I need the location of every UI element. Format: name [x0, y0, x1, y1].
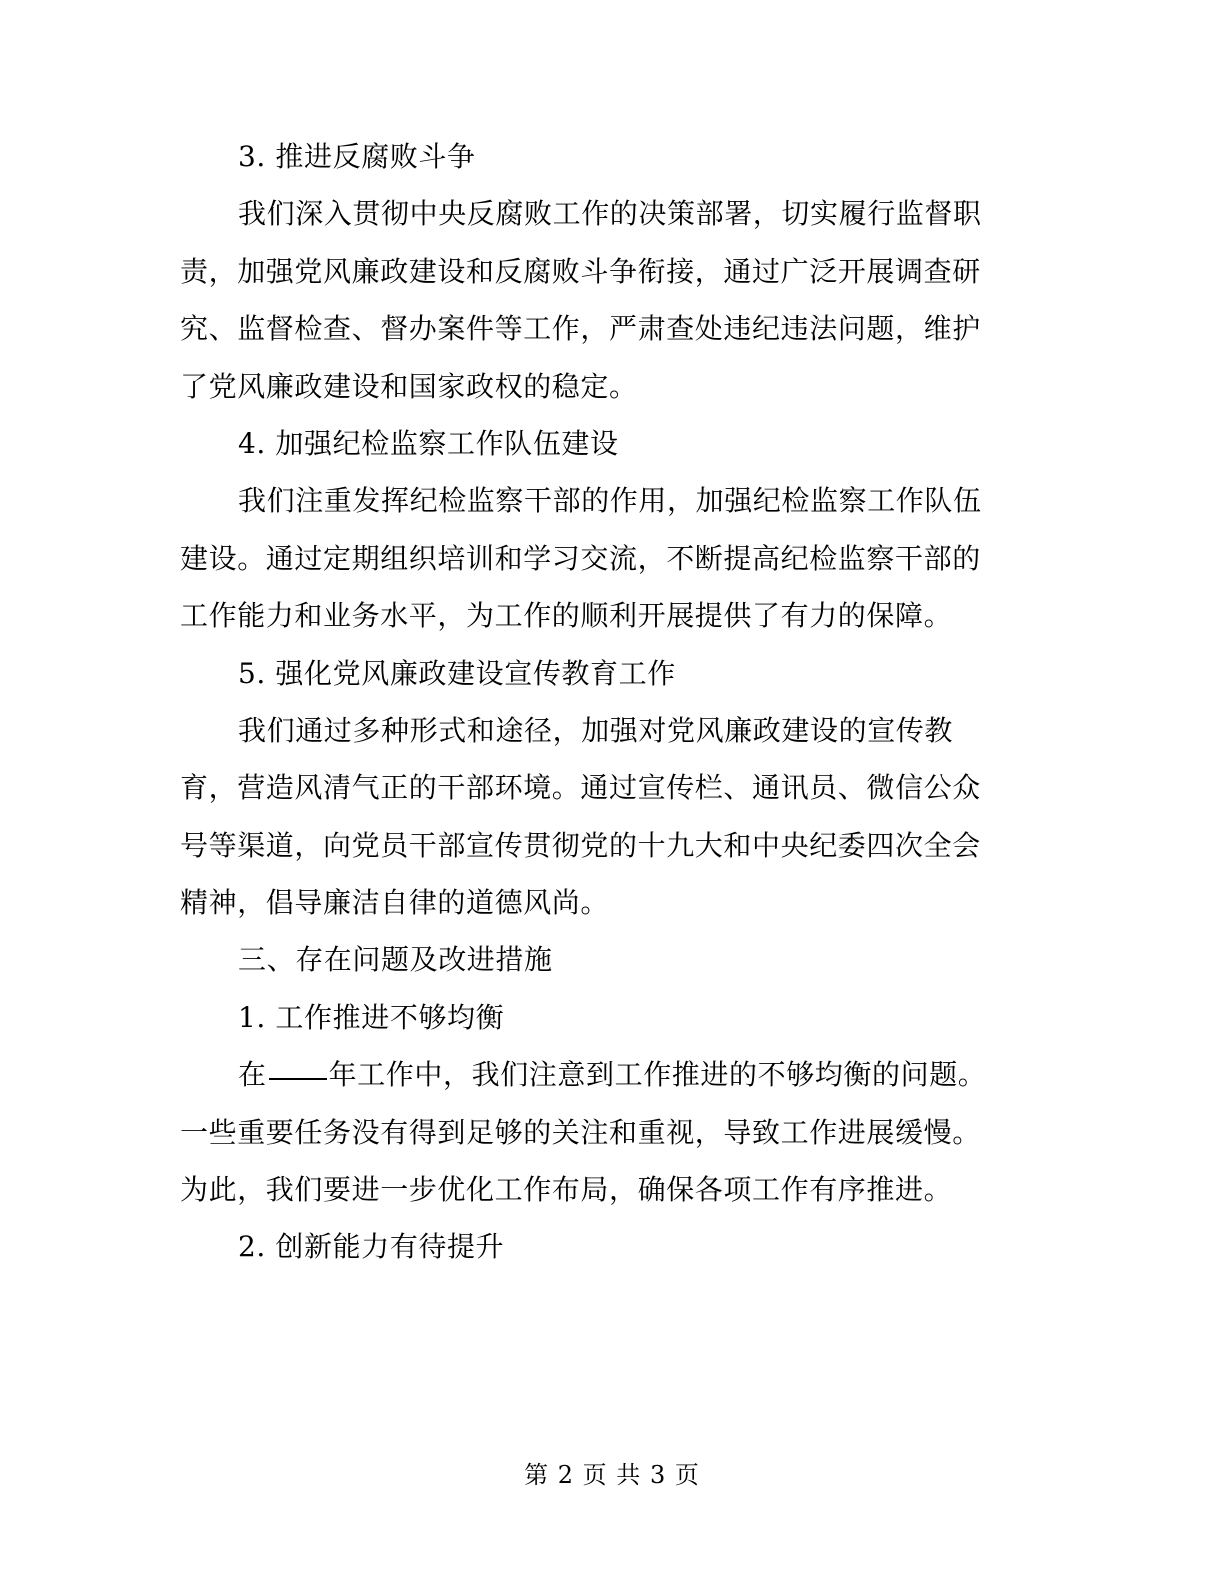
part-heading: 三、存在问题及改进措施 [238, 943, 553, 977]
footer-suffix: 页 [674, 1461, 700, 1489]
document-body [180, 128, 1030, 1276]
text-after-blank: 年工作中，我们注意到工作推进的不够均衡的问题。 [328, 1058, 987, 1092]
section-heading: 1. 工作推进不够均衡 [238, 1000, 505, 1034]
section-heading: 3. 推进反腐败斗争 [238, 140, 476, 173]
paragraph-line: 我们深入贯彻中央反腐败工作的决策部署，切实履行监督职 [238, 197, 982, 231]
paragraph-line: 精神，倡导廉洁自律的道德风尚。 [180, 886, 610, 920]
paragraph-line: 究、监督检查、督办案件等工作，严肃查处违纪违法问题，维护 [180, 312, 981, 346]
paragraph-line: 工作能力和业务水平，为工作的顺利开展提供了有力的保障。 [180, 599, 953, 633]
fill-in-blank [269, 1078, 327, 1080]
paragraph-line: 一些重要任务没有得到足够的关注和重视，导致工作进展缓慢。 [180, 1115, 981, 1149]
footer-prefix: 第 [524, 1461, 550, 1489]
page-number: 2 [557, 1461, 575, 1489]
paragraph-line: 建设。通过定期组织培训和学习交流，不断提高纪检监察干部的 [180, 541, 981, 575]
paragraph-line: 责，加强党风廉政建设和反腐败斗争衔接，通过广泛开展调查研 [180, 254, 981, 288]
paragraph-line: 我们通过多种形式和途径，加强对党风廉政建设的宣传教 [238, 713, 954, 747]
paragraph-line: 我们注重发挥纪检监察干部的作用，加强纪检监察工作队伍 [238, 484, 982, 518]
text-before-blank: 在 [238, 1058, 267, 1092]
footer-mid: 页 共 [582, 1461, 642, 1489]
section-heading: 2. 创新能力有待提升 [238, 1230, 505, 1264]
paragraph-line [180, 1046, 1030, 1103]
paragraph-line: 了党风廉政建设和国家政权的稳定。 [180, 369, 638, 403]
paragraph-line: 育，营造风清气正的干部环境。通过宣传栏、通讯员、微信公众 [180, 771, 981, 805]
page-footer [0, 1460, 1224, 1490]
paragraph-line: 号等渠道，向党员干部宣传贯彻党的十九大和中央纪委四次全会 [180, 828, 981, 862]
paragraph-line: 为此，我们要进一步优化工作布局，确保各项工作有序推进。 [180, 1173, 953, 1207]
section-heading: 5. 强化党风廉政建设宣传教育工作 [238, 656, 676, 690]
total-pages: 3 [649, 1461, 667, 1489]
section-heading: 4. 加强纪检监察工作队伍建设 [238, 426, 619, 460]
